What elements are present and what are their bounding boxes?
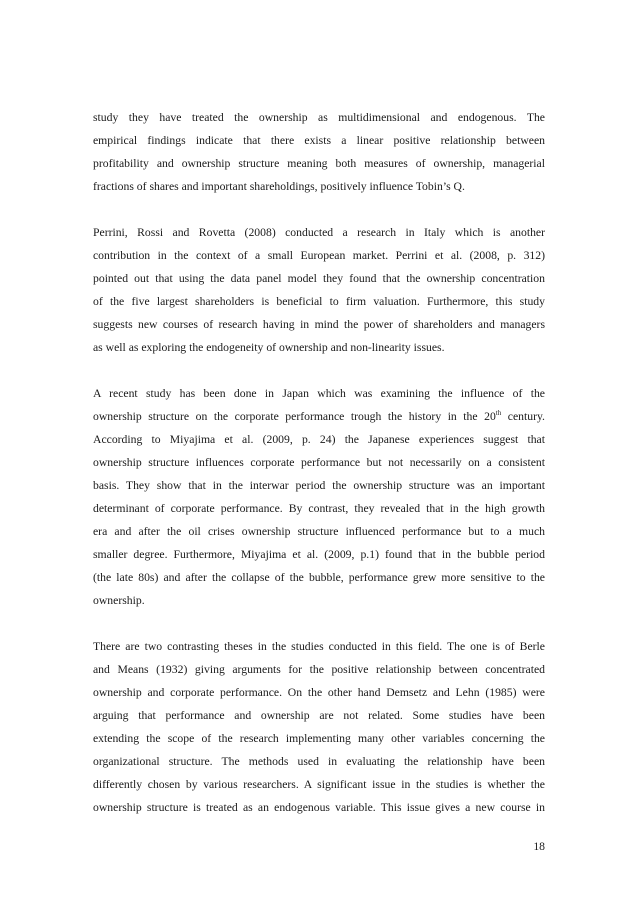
text-line: extending the scope of the research implementing many other variables concerning the	[93, 732, 545, 745]
text-fragment: ownership structure on the corporate performance trough the history in the 20	[93, 410, 496, 423]
text-line: There are two contrasting theses in the studies conducted in this field. The one is of Berle	[93, 640, 545, 653]
page-number: 18	[533, 840, 545, 853]
text-fragment: century.	[501, 410, 545, 423]
paragraph-3	[93, 382, 545, 612]
text-line: as well as exploring the endogeneity of ownership and non-linearity issues.	[93, 341, 445, 354]
paragraph-2	[93, 221, 545, 359]
text-line-with-superscript	[93, 405, 545, 428]
text-line: era and after the oil crises ownership structure influenced performance but to a much	[93, 525, 545, 538]
text-line: empirical findings indicate that there exists a linear positive relationship between	[93, 134, 545, 147]
text-line: basis. They show that in the interwar period the ownership structure was an important	[93, 479, 545, 492]
text-line: A recent study has been done in Japan which was examining the influence of the	[93, 387, 545, 400]
paragraph-4	[93, 635, 545, 819]
text-line: organizational structure. The methods used in evaluating the relationship have been	[93, 755, 545, 768]
text-line: smaller degree. Furthermore, Miyajima et al. (2009, p.1) found that in the bubble period	[93, 548, 545, 561]
text-line: suggests new courses of research having in mind the power of shareholders and managers	[93, 318, 545, 331]
text-line: According to Miyajima et al. (2009, p. 24) the Japanese experiences suggest that	[93, 433, 545, 446]
paragraph-1	[93, 106, 545, 198]
text-line: differently chosen by various researchers. A significant issue in the studies is whether the	[93, 778, 545, 791]
text-line: profitability and ownership structure meaning both measures of ownership, managerial	[93, 157, 545, 170]
text-line: study they have treated the ownership as multidimensional and endogenous. The	[93, 111, 545, 124]
text-line: ownership.	[93, 594, 145, 607]
text-line: Perrini, Rossi and Rovetta (2008) conducted a research in Italy which is another	[93, 226, 545, 239]
text-line: and Means (1932) giving arguments for the positive relationship between concentrated	[93, 663, 545, 676]
superscript: th	[495, 409, 502, 417]
text-line: fractions of shares and important shareholdings, positively influence Tobin’s Q.	[93, 180, 465, 193]
text-line: arguing that performance and ownership are not related. Some studies have been	[93, 709, 545, 722]
text-line: of the five largest shareholders is beneficial to firm valuation. Furthermore, this study	[93, 295, 545, 308]
text-line: determinant of corporate performance. By contrast, they revealed that in the high growth	[93, 502, 545, 515]
text-line: contribution in the context of a small European market. Perrini et al. (2008, p. 312)	[93, 249, 545, 262]
body-text	[93, 106, 545, 842]
text-line: ownership and corporate performance. On the other hand Demsetz and Lehn (1985) were	[93, 686, 545, 699]
text-line: ownership structure is treated as an endogenous variable. This issue gives a new course in	[93, 801, 545, 814]
text-line: pointed out that using the data panel model they found that the ownership concentration	[93, 272, 545, 285]
text-line: (the late 80s) and after the collapse of the bubble, performance grew more sensitive to the	[93, 571, 545, 584]
text-line: ownership structure influences corporate performance but not necessarily on a consistent	[93, 456, 545, 469]
